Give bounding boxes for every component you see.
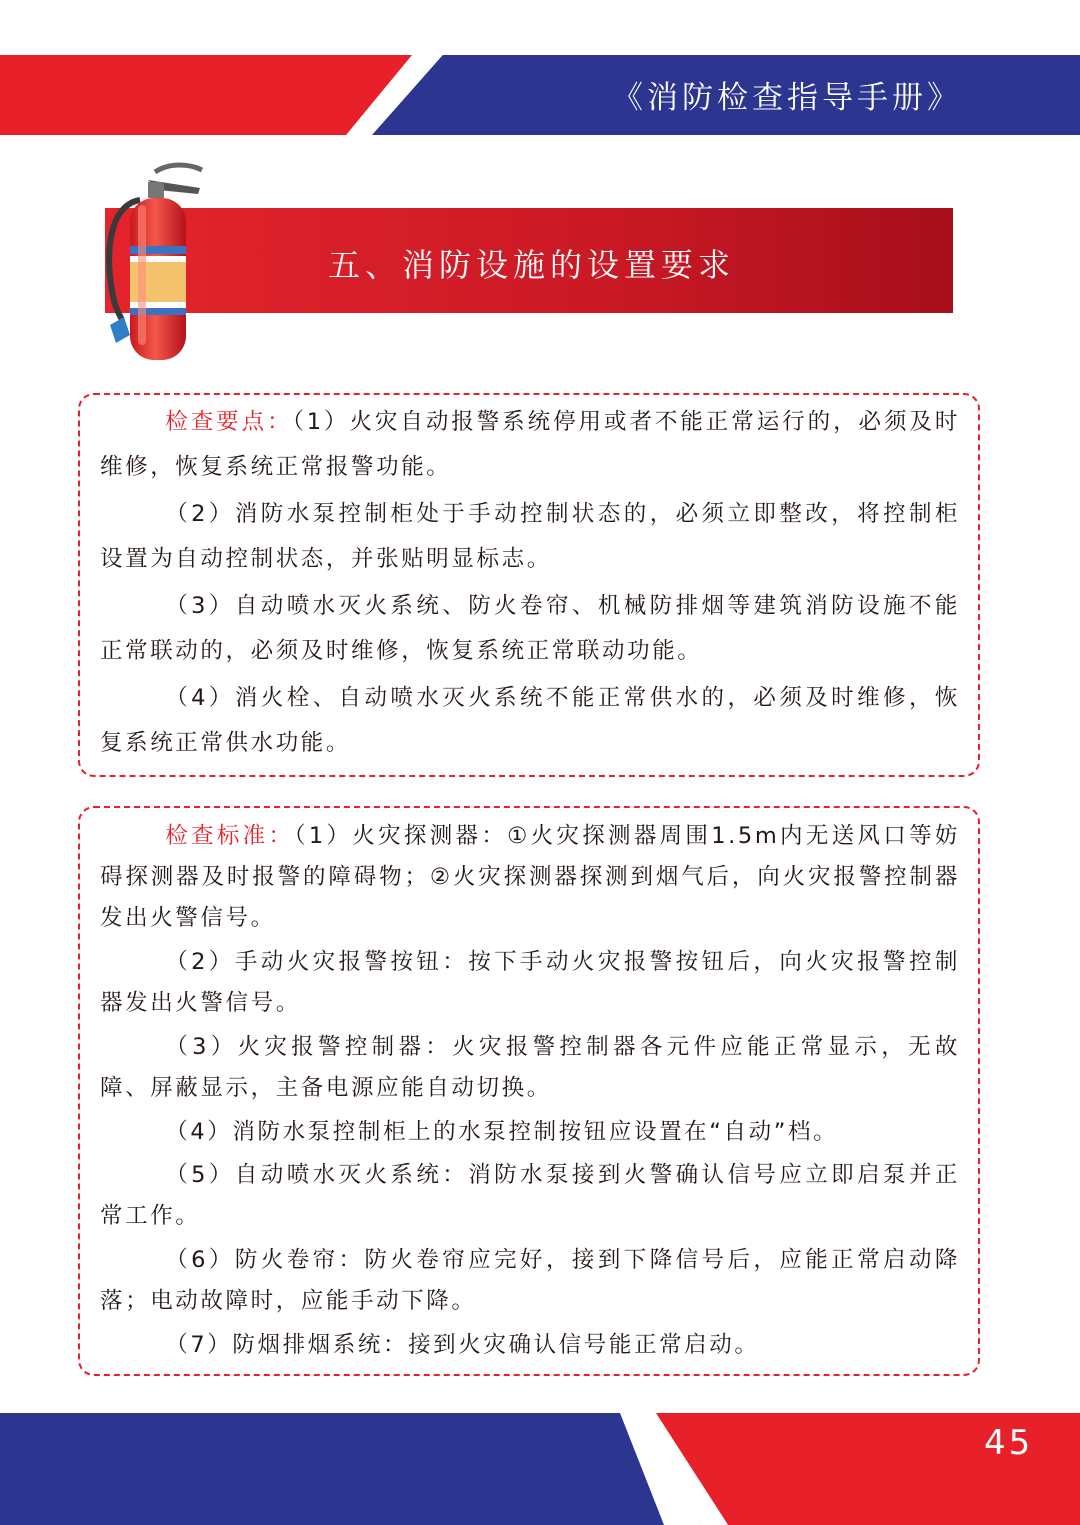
key-points-box [78, 393, 980, 777]
page-number [984, 1426, 1033, 1442]
standards-item: （2）手动火灾报警按钮：按下手动火灾报警按钮后，向火灾报警控制器发出火警信号。 [100, 949, 960, 1016]
manual-title: 《消防检查指导手册》 [612, 80, 962, 116]
key-points-item: （3）自动喷水灭火系统、防火卷帘、机械防排烟等建筑消防设施不能正常联动的，必须及时维修，恢复系统正常联动功能。 [100, 593, 960, 664]
standards-item: 检查标准：（1）火灾探测器：①火灾探测器周围1.5m内无送风口等妨碍探测器及时报警的障碍物；②火灾探测器探测到烟气后，向火灾报警控制器发出火警信号。 [100, 823, 960, 931]
standards-item: （3）火灾报警控制器：火灾报警控制器各元件应能正常显示，无故障、屏蔽显示，主备电源应能自动切换。 [100, 1034, 960, 1101]
key-points-item: （4）消火栓、自动喷水灭火系统不能正常供水的，必须及时维修，恢复系统正常供水功能。 [100, 685, 960, 756]
section-title: 五、消防设施的设置要求 [328, 246, 736, 284]
standards-label: 检查标准： [165, 823, 295, 849]
key-points-item: 检查要点：（1）火灾自动报警系统停用或者不能正常运行的，必须及时维修，恢复系统正常报警功能。 [100, 409, 960, 480]
footer-band-blue [0, 1413, 700, 1525]
fire-extinguisher-icon [100, 160, 210, 365]
standards-item: （7）防烟排烟系统：接到火灾确认信号能正常启动。 [165, 1332, 760, 1358]
header-band-red [0, 55, 412, 135]
key-points-label: 检查要点： [165, 409, 293, 435]
standards-item: （4）消防水泵控制柜上的水泵控制按钮应设置在“自动”档。 [165, 1119, 839, 1145]
standards-item: （5）自动喷水灭火系统：消防水泵接到火警确认信号应立即启泵并正常工作。 [100, 1162, 960, 1229]
key-points-item: （2）消防水泵控制柜处于手动控制状态的，必须立即整改，将控制柜设置为自动控制状态，并张贴明显标志。 [100, 501, 960, 572]
standards-box [78, 806, 980, 1376]
standards-item: （6）防火卷帘：防火卷帘应完好，接到下降信号后，应能正常启动降落；电动故障时，应能手动下降。 [100, 1247, 960, 1314]
